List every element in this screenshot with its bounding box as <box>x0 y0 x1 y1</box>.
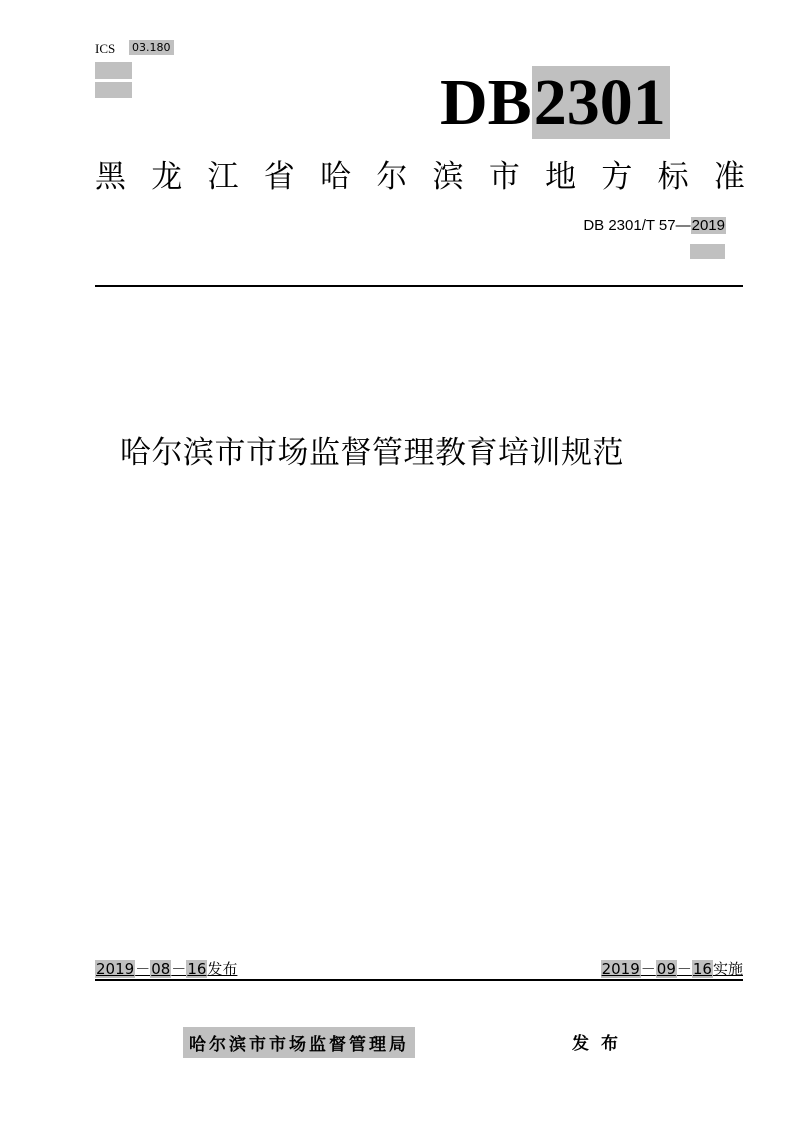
placeholder-block <box>690 244 725 259</box>
standard-number <box>583 217 726 234</box>
issue-month: 08 <box>151 960 171 978</box>
issue-day: 16 <box>187 960 207 978</box>
db-number: 2301 <box>532 66 670 139</box>
date-separator: － <box>135 960 151 978</box>
title-char: 哈 <box>320 159 352 195</box>
implement-suffix: 实施 <box>712 960 743 978</box>
db-standard-mark <box>440 66 670 140</box>
ics-label: ICS <box>95 41 116 56</box>
title-char: 黑 <box>95 159 126 195</box>
issue-suffix: 发布 <box>207 960 238 978</box>
date-separator: － <box>171 960 187 978</box>
date-separator: － <box>676 960 692 978</box>
implement-year: 2019 <box>601 960 640 978</box>
standard-number-prefix: DB 2301/T 57— <box>583 217 691 234</box>
title-char: 市 <box>488 159 520 195</box>
issue-year: 2019 <box>96 960 135 978</box>
title-char: 省 <box>263 159 295 195</box>
title-char: 地 <box>545 159 577 195</box>
date-separator: － <box>640 960 656 978</box>
title-char: 滨 <box>432 159 464 195</box>
header-divider <box>95 285 743 287</box>
issue-date <box>95 958 237 979</box>
standard-number-year: 2019 <box>691 217 725 234</box>
implement-month: 09 <box>656 960 676 978</box>
placeholder-block <box>95 82 132 98</box>
ics-code: 03.180 <box>129 40 174 55</box>
title-char: 尔 <box>376 159 408 195</box>
title-char: 准 <box>713 159 745 195</box>
issuing-authority: 哈尔滨市市场监督管理局 <box>183 1027 415 1058</box>
db-prefix: DB <box>440 66 532 139</box>
title-char: 方 <box>601 159 633 195</box>
implementation-date <box>601 958 743 979</box>
title-char: 龙 <box>151 159 183 195</box>
standard-category-title <box>95 155 745 199</box>
placeholder-block <box>95 62 132 79</box>
issue-label: 发布 <box>572 1034 630 1054</box>
title-char: 标 <box>657 159 689 195</box>
date-divider <box>95 979 743 981</box>
date-row <box>95 958 743 978</box>
document-title: 哈尔滨市市场监督管理教育培训规范 <box>120 435 624 471</box>
implement-day: 16 <box>692 960 712 978</box>
title-char: 江 <box>207 159 239 195</box>
